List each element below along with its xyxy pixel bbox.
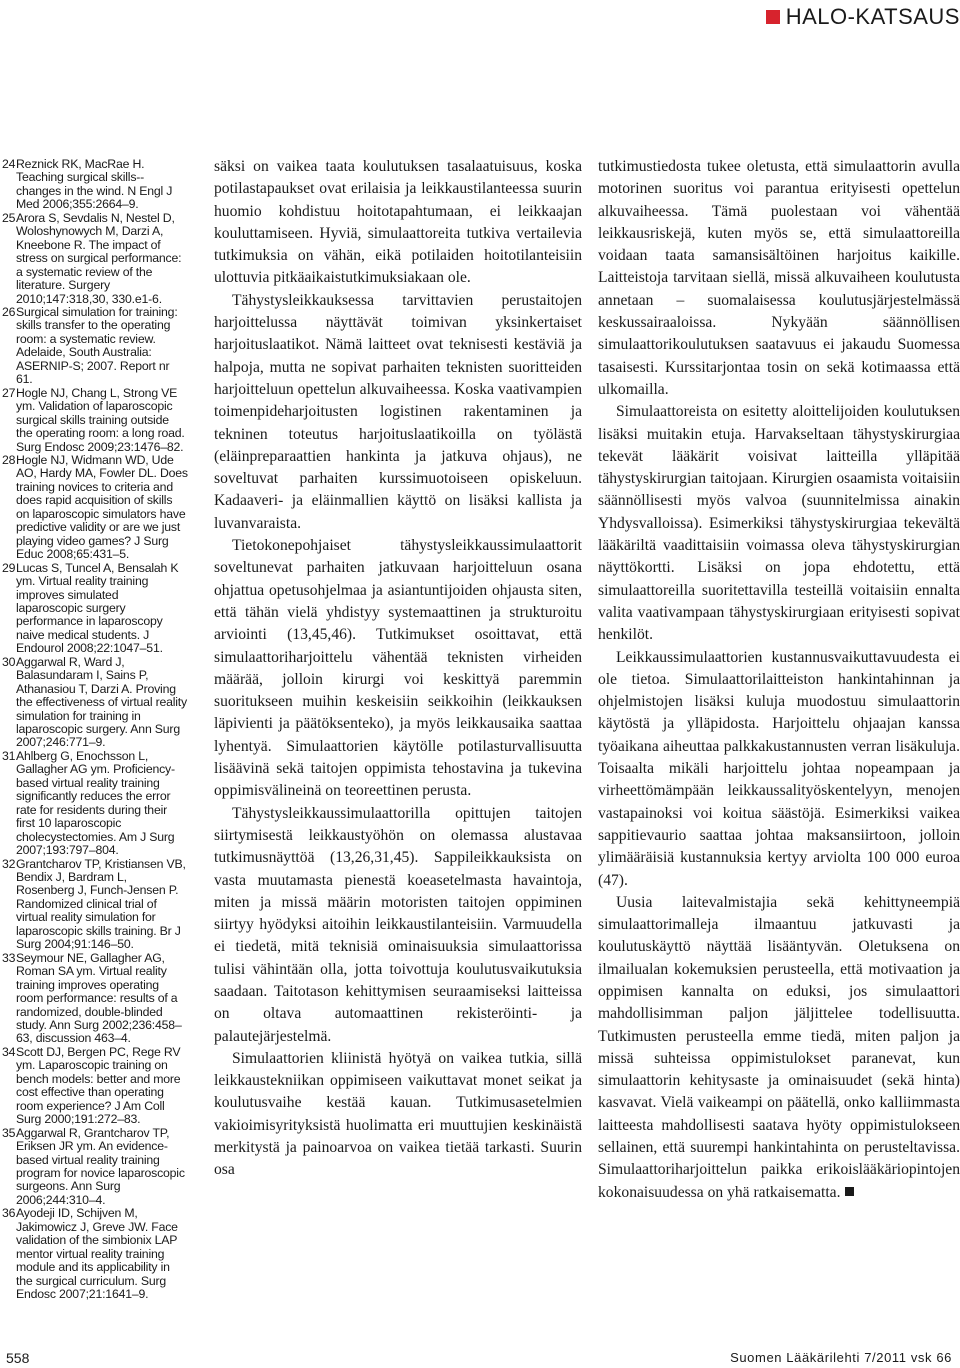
reference-number: 33 xyxy=(2,950,16,965)
paragraph xyxy=(598,401,960,646)
reference-item xyxy=(2,306,188,387)
article-end-icon xyxy=(845,1187,854,1196)
reference-item xyxy=(2,1207,188,1301)
paragraph-text: Uusia laitevalmistajia sekä kehittyneempiä simulaattorimalleja ilmaantuu jatkuvasti ja koulutuskäyttö näyttää lisääntyvän. Oletuksena on ilmailualan kokemuksien perusteella, että motivaation ja oppimisen kannalta on eduksi, jos simulaattori mahdollisimman paljon jäljittelee todellisuutta. Tutkimusten perusteella emme tiedä, miten paljon ja missä suhteissa oppimistulokset paranevat, kun simulaattorin kehitysaste ja ominaisuudet (sekä hinta) kasvavat. Vielä vaikeampi on päätellä, onko kalliimmasta laitteesta mahdollisesti saatava hyöty oppimistulokseen sellainen, että suurempi hankintahinta on perusteltavissa. Simulaattoriharjoittelun paikka erikoislääkäriopintojen kokonaisuudessa on yhä ratkaisematta. xyxy=(598,893,960,1201)
reference-number: 31 xyxy=(2,748,16,763)
paragraph xyxy=(214,290,582,535)
paragraph-text: säksi on vaikea taata koulutuksen tasalaatuisuus, koska potilastapaukset ovat erilaisia ja leikkaustilanteessa suurin huomio kohdistuu hoitotapahtumaan, ei leikkaajan kouluttamiseen. Hyviä, simulaattoreita tutkiva vertailevia tutkimuksia on vähän, eikä potilaiden hoitotilanteisiin ulottuvia pitkäaikaistutkimuksiakaan ole. xyxy=(214,158,582,287)
reference-text: Aggarwal R, Grantcharov TP, Eriksen JR ym. An evidence-based virtual reality training program for novice laparoscopic surgeons. Ann Surg 2006;244:310–4. xyxy=(16,1125,185,1207)
reference-item xyxy=(2,158,188,212)
reference-number: 24 xyxy=(2,157,16,171)
reference-text: Seymour NE, Gallagher AG, Roman SA ym. Virtual reality training improves operating room performance: results of a randomized, double-blinded study. Ann Surg 2002;236:458–63, discussion 463–4. xyxy=(16,950,182,1046)
reference-number: 28 xyxy=(2,452,16,467)
reference-number: 29 xyxy=(2,560,16,575)
reference-item xyxy=(2,454,188,562)
paragraph-text: Tähystysleikkaussimulaattorilla opittujen taitojen siirtymisestä leikkaustyöhön on olemassa alustavaa tutkimusnäyttöä (13,26,31,45). Sappileikkauksista on vasta muutamasta pienestä koeasetelmasta havaintoja, miten ja missä määrin motoristen taitojen oppiminen siirtyy hyödyksi aitoihin leikkaustilanteisiin. Varmuudella ei tiedetä, mitä teknisiä ominaisuuksia simulaattorissa tulisi vähintään olla, jotta toivottuja koulutusvaikutuksia saadaan. Taitotason kehittymisen seuraamiseksi laitteissa on oltava automaattinen rekisteröinti- ja palautejärjestelmä. xyxy=(214,804,582,1045)
paragraph xyxy=(214,1048,582,1182)
reference-number: 36 xyxy=(2,1206,16,1221)
section-marker-icon xyxy=(766,10,780,24)
reference-number: 27 xyxy=(2,385,16,400)
paragraph-text: Simulaattorien kliinistä hyötyä on vaikea tutkia, sillä leikkaustekniikan oppimiseen vaikuttavat monet seikat ja koulutusvaihe kestää kauan. Tutkimusasetelmien vakioimisyrityksistä huolimatta eri muuttujien keskinäistä merkitystä ja painoarvoa on vaikea tietää tarkasti. Suurin osa xyxy=(214,1049,582,1179)
paragraph xyxy=(214,535,582,803)
paragraph xyxy=(598,892,960,1204)
reference-item xyxy=(2,562,188,656)
paragraph-text: tutkimustiedosta tukee oletusta, että simulaattorin avulla motorinen suoritus voi parantua erityisesti opettelun alkuvaiheessa. Tämä puolestaan voi vähentää leikkausriskejä, kuten myös se, että simulaattoreilla voidaan taata samansisältöinen harjoitus kaikille. Laitteistoja tarvitaan siellä, missä alkuvaiheen koulutusta annetaan – suomalaisessa koulutusjärjestelmässä keskussairaaloissa. Nykyään säännöllisen simulaattorikoulutuksen saatavuus ei jakaudu Suomessa tasaisesti. Kurssitarjontaa tosin on sekä kotimaassa että ulkomailla. xyxy=(598,158,960,398)
reference-text: Ayodeji ID, Schijven M, Jakimowicz J, Greve JW. Face validation of the simbionix LAP mentor virtual reality training module and its applicability in the surgical curriculum. Surg Endosc 2007;21:1641–9. xyxy=(16,1206,178,1302)
reference-item xyxy=(2,750,188,858)
reference-number: 25 xyxy=(2,210,16,225)
section-title: HALO-KATSAUS xyxy=(785,4,960,29)
paragraph xyxy=(598,647,960,892)
reference-number: 32 xyxy=(2,856,16,871)
reference-text: Surgical simulation for training: skills transfer to the operating room: a systematic review. Adelaide, South Australia: ASERNIP-S; 2007. Report nr 61. xyxy=(16,304,178,387)
paragraph-text: Leikkaussimulaattorien kustannusvaikuttavuudesta ei ole tietoa. Simulaattorilaitteiston hankintahinnan ja ohjelmistojen lisäksi kuluja muodostuu simulaattorin käytöstä ja ylläpidosta. Harjoittelu ohjaajan kanssa työaikana aiheuttaa palkkakustannusten verran lisäkuluja. Toisaalta mikäli harjoittelu johtaa nopeampaan ja virheettömämpään leikkaussalityöskentelyyn, menojen vastapainoksi voi koitua säästöjä. Esimerkiksi vaikea sappitievaurio saattaa johtaa maksansiirtoon, jolloin ylimääräisiä kustannuksia kertyy arviolta 100 000 euroa (47). xyxy=(598,648,960,889)
paragraph-text: Tietokonepohjaiset tähystysleikkaussimulaattorit soveltunevat parhaiten jatkuvaan harjoitteluun osana ohjattua opetusohjelmaa ja asiantuntijoiden ohjausta siten, että tähän vielä yhdistyy systemaattinen ja strukturoitu arviointi (13,45,46). Tutkimukset osoittavat, että simulaattoriharjoittelu vähentää teknisten virheiden määrää, jolloin kirurgi voi keskittyä paremmin suoritukseen muihin keskeisiin seikkoihin (leikkauksen läpivienti ja päätöksenteko), ja myös leikkausaika saattaa lyhentyä. Simulaattorien käytölle potilasturvallisuutta lisäävinä sekä taitojen oppimista tehostavina ja tukevina oppimisvälineinä on teoreettinen perusta. xyxy=(214,537,582,800)
reference-text: Arora S, Sevdalis N, Nestel D, Woloshynowych M, Darzi A, Kneebone R. The impact of stress on surgical performance: a systematic review of the literature. Surgery 2010;147:318,30, 330.e1-6. xyxy=(16,210,182,306)
reference-list xyxy=(2,158,188,1302)
reference-text: Hogle NJ, Widmann WD, Ude AO, Hardy MA, Fowler DL. Does training novices to criteria and does rapid acquisition of skills on laparoscopic simulators have predictive validity or are we just playing video games? J Surg Educ 2008;65:431–5. xyxy=(16,452,188,562)
body-column-1 xyxy=(214,156,582,1182)
section-header xyxy=(766,4,960,30)
paragraph xyxy=(214,803,582,1048)
reference-item xyxy=(2,1046,188,1127)
reference-text: Ahlberg G, Enochsson L, Gallagher AG ym. Proficiency-based virtual reality training significantly reduces the error rate for residents during their first 10 laparoscopic cholecystectomies. Am J Surg 2007;193:797–804. xyxy=(16,748,175,858)
body-column-2 xyxy=(598,156,960,1204)
reference-item xyxy=(2,952,188,1046)
reference-number: 34 xyxy=(2,1044,16,1059)
reference-text: Hogle NJ, Chang L, Strong VE ym. Validation of laparoscopic surgical skills training outside the operating room: a long road. Surg Endosc 2009;23:1476–82. xyxy=(16,385,185,454)
reference-text: Lucas S, Tuncel A, Bensalah K ym. Virtual reality training improves simulated laparoscopic surgery performance in laparoscopy naive medical students. J Endourol 2008;22:1047–51. xyxy=(16,560,179,656)
page-number: 558 xyxy=(6,1350,30,1366)
reference-text: Reznick RK, MacRae H. Teaching surgical skills--changes in the wind. N Engl J Med 2006;355:2664–9. xyxy=(16,157,173,212)
reference-number: 35 xyxy=(2,1125,16,1140)
reference-text: Aggarwal R, Ward J, Balasundaram I, Sains P, Athanasiou T, Darzi A. Proving the effectiveness of virtual reality simulation for training in laparoscopic surgery. Ann Surg 2007;246:771–9. xyxy=(16,654,187,750)
reference-text: Grantcharov TP, Kristiansen VB, Bendix J, Bardram L, Rosenberg J, Funch-Jensen P. Randomized clinical trial of virtual reality simulation for laparoscopic skills training. Br J Surg 2004;91:146–50. xyxy=(16,856,186,952)
reference-item xyxy=(2,656,188,750)
reference-item xyxy=(2,387,188,454)
reference-number: 30 xyxy=(2,654,16,669)
reference-item xyxy=(2,858,188,952)
paragraph-text: Tähystysleikkauksessa tarvittavien perustaitojen harjoittelussa näyttävät toimivan yksinkertaiset harjoituslaatikot. Nämä laitteet ovat teknisesti kestäviä ja halpoja, mutta ne sopivat parhaiten teknisten suoritteiden harjoitteluun opettelun alkuvaiheessa. Koska vaativampien toimenpideharjoitusten logistinen rakentaminen ja tekninen toteutus harjoituslaatikoilla on työlästä (eläinpreparaattien hankinta ja jatkuva ohjaus), ne soveltuvat parhaiten kurssimuotoiseen opiskeluun. Kadaaveri- ja eläinmallien käyttö on lisäksi kallista ja luvanvaraista. xyxy=(214,291,582,532)
journal-footer: Suomen Lääkärilehti 7/2011 vsk 66 xyxy=(730,1350,952,1365)
paragraph xyxy=(214,156,582,290)
reference-text: Scott DJ, Bergen PC, Rege RV ym. Laparoscopic training on bench models: better and more cost effective than operating room experience? J Am Coll Surg 2000;191:272–83. xyxy=(16,1044,181,1127)
reference-number: 26 xyxy=(2,304,16,319)
reference-item xyxy=(2,212,188,306)
paragraph-text: Simulaattoreista on esitetty aloittelijoiden koulutuksen lisäksi muitakin etuja. Harvakseltaan tähystyskirurgiaa tekevät lääkärit voisivat laitteilla ylläpitää tähystyskirurgian taitojaan. Kirurgien osaamista voitaisiin säännöllisesti myös valvoa (suunnitelmissa ainakin Yhdysvalloissa). Esimerkiksi tähystyskirurgiaa tekevältä lääkäriltä vaadittaisiin voimassa oleva tähystyskirurgian näyttökortti. Lisäksi on jopa ehdotettu, että simulaattoreilla suoritettavilla testeillä voitaisiin ennalta valita vaativampaan tähystyskirurgiaan erityisesti sopivat henkilöt. xyxy=(598,403,960,644)
paragraph xyxy=(598,156,960,401)
reference-item xyxy=(2,1127,188,1208)
